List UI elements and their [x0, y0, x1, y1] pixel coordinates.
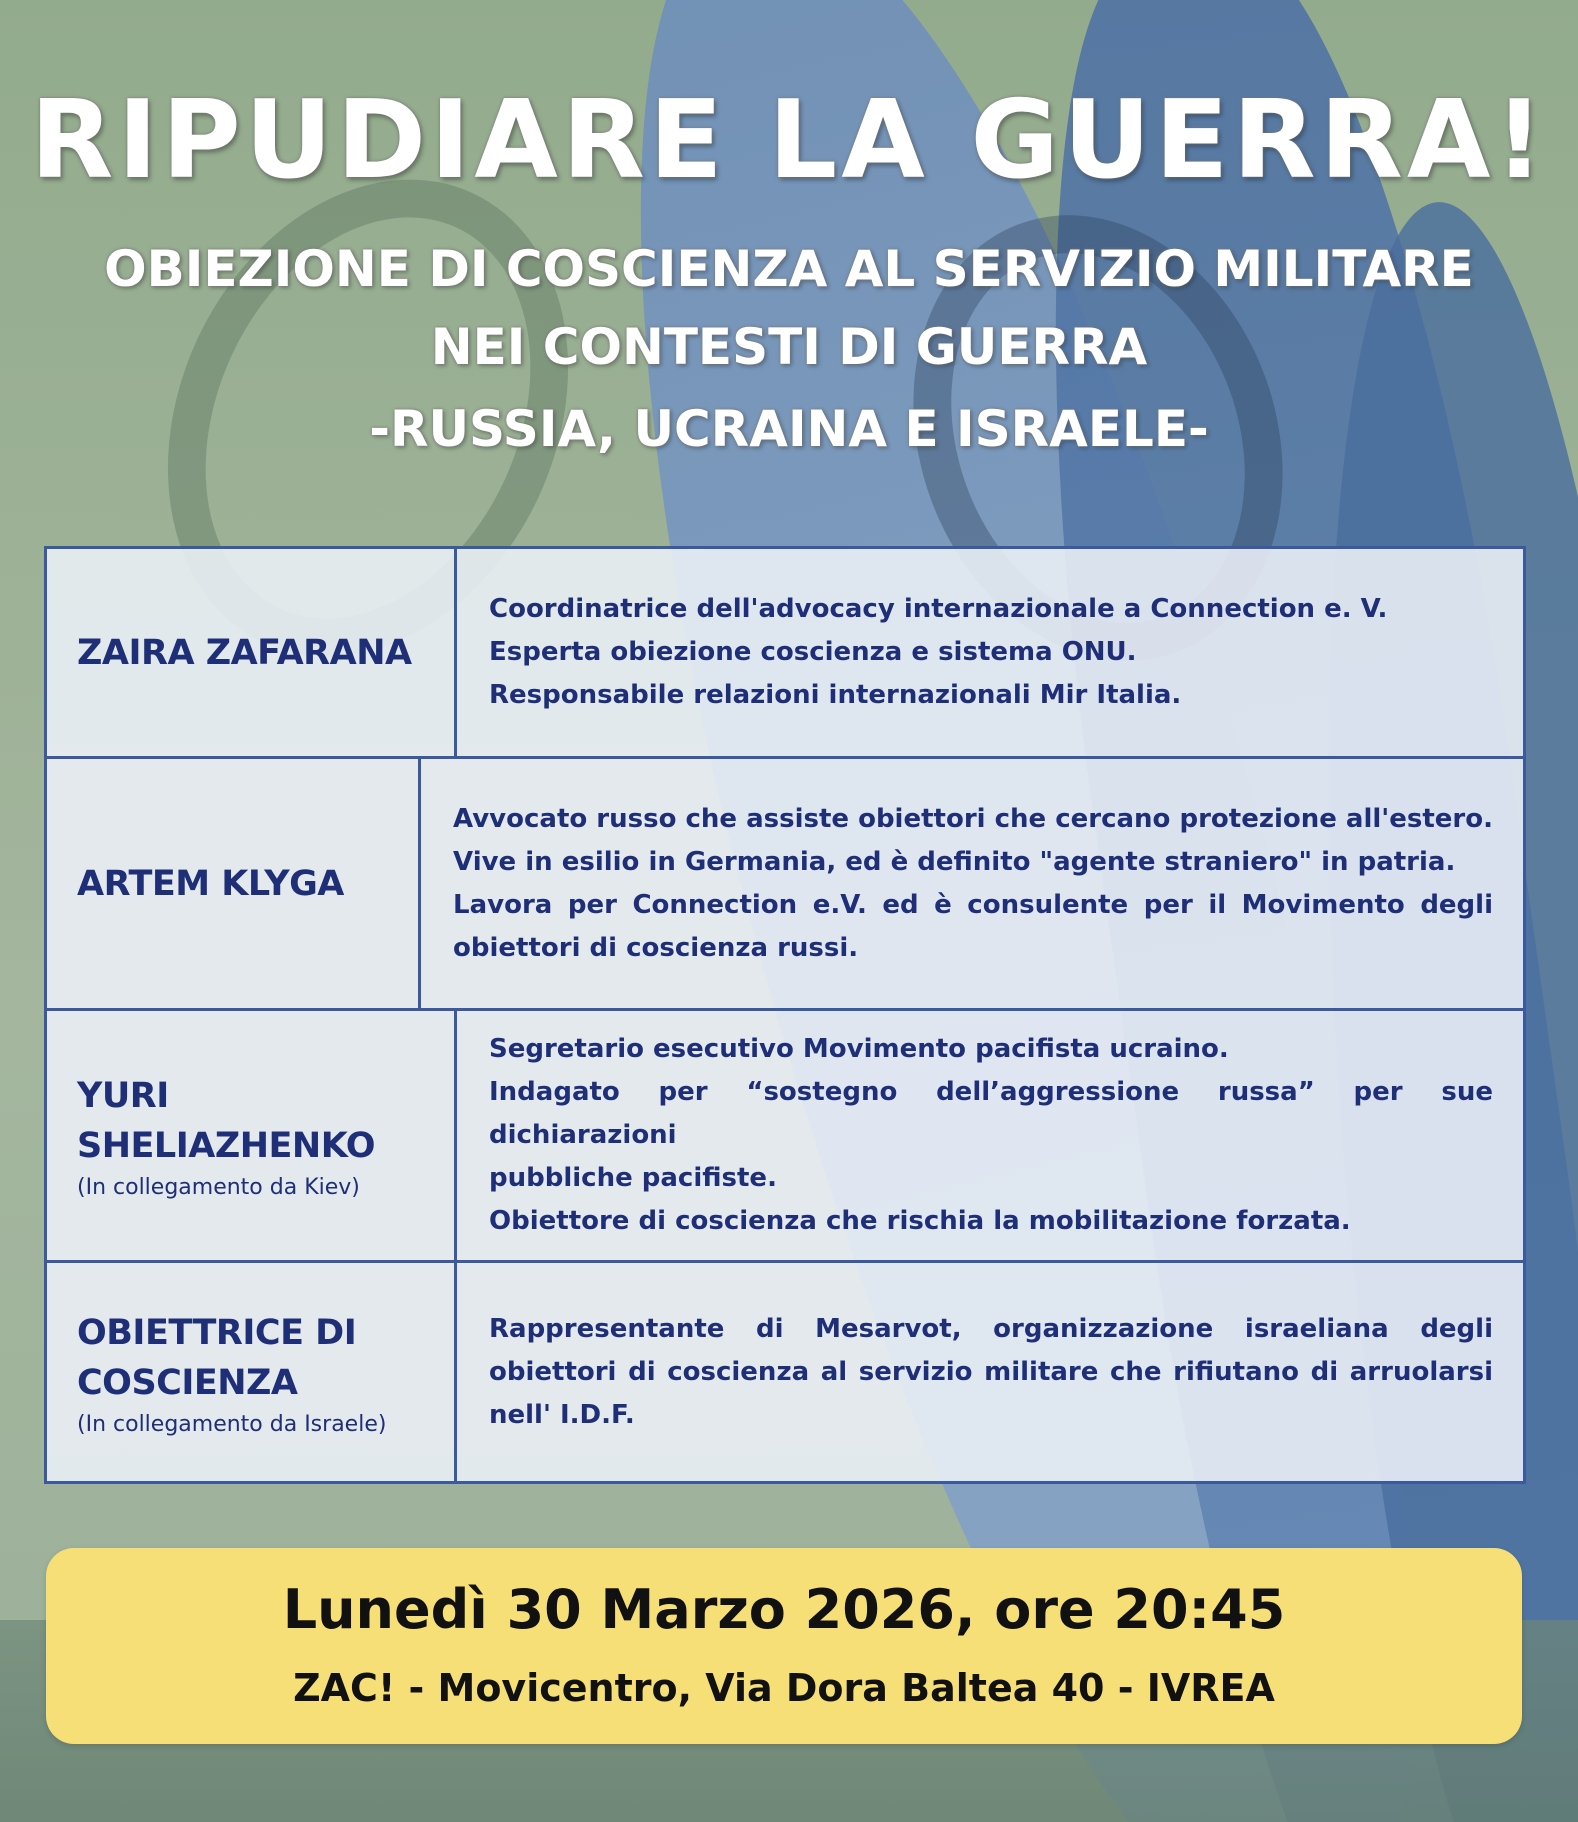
speaker-name-cell	[47, 759, 421, 1008]
event-info-box	[46, 1548, 1522, 1744]
speaker-description-line: Coordinatrice dell'advocacy internazionale a Connection e. V.	[489, 594, 1388, 624]
speaker-description-line: Esperta obiezione coscienza e sistema ONU.	[489, 637, 1137, 667]
speaker-description-line: obiettori di coscienza russi.	[453, 932, 859, 963]
speaker-name-cell	[47, 1011, 457, 1260]
speaker-description-line: Responsabile relazioni internazionali Mir Italia.	[489, 680, 1182, 710]
speaker-description-line: Lavora per Connection e.V. ed è consulente per il Movimento degli	[453, 889, 1493, 920]
speaker-description-line: nell' I.D.F.	[489, 1399, 635, 1430]
speaker-name-cell	[47, 549, 457, 756]
speaker-row	[47, 1011, 1523, 1263]
event-date-time: Lunedì 30 Marzo 2026, ore 20:45	[282, 1578, 1286, 1641]
speaker-description-line: obiettori di coscienza al servizio militare che rifiutano di arruolarsi	[489, 1356, 1493, 1387]
speaker-description-line: Segretario esecutivo Movimento pacifista ucraino.	[489, 1034, 1229, 1064]
poster-subtitle-line: -RUSSIA, UCRAINA E ISRAELE-	[369, 400, 1209, 458]
speaker-name: SHELIAZHENKO	[77, 1126, 375, 1166]
speaker-description-cell	[457, 1263, 1523, 1481]
speaker-row	[47, 759, 1523, 1011]
speaker-name: ZAIRA ZAFARANA	[77, 632, 412, 673]
speaker-note: (In collegamento da Israele)	[77, 1411, 387, 1437]
speaker-row	[47, 1263, 1523, 1481]
event-location: ZAC! - Movicentro, Via Dora Baltea 40 - IVREA	[293, 1666, 1275, 1710]
speaker-description-line: Obiettore di coscienza che rischia la mobilitazione forzata.	[489, 1206, 1351, 1236]
speaker-name-cell	[47, 1263, 457, 1481]
speaker-description-cell	[457, 1011, 1523, 1260]
speaker-name: ARTEM KLYGA	[77, 863, 344, 904]
speaker-name: YURI	[77, 1076, 169, 1116]
poster-subtitle-line: OBIEZIONE DI COSCIENZA AL SERVIZIO MILITARE	[104, 240, 1474, 298]
speaker-description-cell	[457, 549, 1523, 756]
poster-subtitle-line: NEI CONTESTI DI GUERRA	[430, 318, 1148, 376]
speaker-note: (In collegamento da Kiev)	[77, 1175, 360, 1200]
speaker-description-line: Vive in esilio in Germania, ed è definito "agente straniero" in patria.	[453, 846, 1456, 877]
speaker-description-line: pubbliche pacifiste.	[489, 1163, 777, 1193]
speaker-row	[47, 549, 1523, 759]
speaker-description-line: Rappresentante di Mesarvot, organizzazione israeliana degli	[489, 1313, 1493, 1344]
speakers-table	[44, 546, 1526, 1484]
speaker-description-cell	[421, 759, 1523, 1008]
speaker-description-line: Avvocato russo che assiste obiettori che cercano protezione all'estero.	[453, 803, 1493, 834]
poster-title: RIPUDIARE LA GUERRA!	[30, 78, 1548, 203]
speaker-name: COSCIENZA	[77, 1362, 298, 1403]
speaker-name: OBIETTRICE DI	[77, 1312, 357, 1353]
speaker-description-line: Indagato per “sostegno dell’aggressione russa” per sue dichiarazioni	[489, 1077, 1493, 1150]
